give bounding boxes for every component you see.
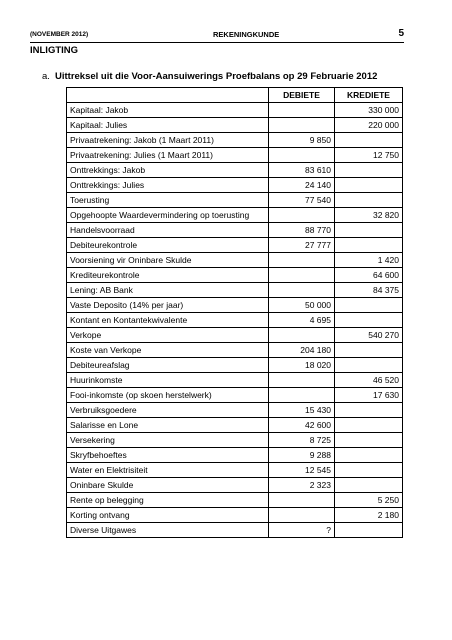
row-debit [269, 373, 335, 388]
row-description: Verbruiksgoedere [67, 403, 269, 418]
row-description: Voorsiening vir Oninbare Skulde [67, 253, 269, 268]
row-description: Onttrekkings: Julies [67, 178, 269, 193]
row-credit [335, 478, 403, 493]
row-debit: 18 020 [269, 358, 335, 373]
row-credit [335, 178, 403, 193]
row-debit [269, 493, 335, 508]
column-header-debit: DEBIETE [269, 88, 335, 103]
row-description: Skryfbehoeftes [67, 448, 269, 463]
row-description: Toerusting [67, 193, 269, 208]
row-description: Oninbare Skulde [67, 478, 269, 493]
row-credit [335, 358, 403, 373]
row-credit [335, 313, 403, 328]
row-description: Korting ontvang [67, 508, 269, 523]
row-debit [269, 283, 335, 298]
row-debit [269, 388, 335, 403]
row-description: Debiteurekontrole [67, 238, 269, 253]
row-description: Salarisse en Lone [67, 418, 269, 433]
subsection-title: Uittreksel uit die Voor-Aansuiwerings Proefbalans op 29 Februarie 2012 [55, 71, 378, 82]
row-credit: 330 000 [335, 103, 403, 118]
row-debit: 83 610 [269, 163, 335, 178]
row-credit [335, 433, 403, 448]
table-row [67, 268, 403, 283]
row-credit [335, 463, 403, 478]
row-debit: 12 545 [269, 463, 335, 478]
subsection-letter: a. [42, 71, 50, 82]
table-row [67, 523, 403, 538]
row-credit: 12 750 [335, 148, 403, 163]
row-debit: 77 540 [269, 193, 335, 208]
row-credit: 220 000 [335, 118, 403, 133]
table-row [67, 418, 403, 433]
row-description: Diverse Uitgawes [67, 523, 269, 538]
page-number: 5 [398, 28, 404, 39]
table-row [67, 178, 403, 193]
table-header-row [67, 88, 403, 103]
row-description: Privaatrekening: Jakob (1 Maart 2011) [67, 133, 269, 148]
row-credit [335, 448, 403, 463]
table-row [67, 373, 403, 388]
row-debit: 2 323 [269, 478, 335, 493]
table-row [67, 343, 403, 358]
row-credit [335, 298, 403, 313]
row-description: Kapitaal: Julies [67, 118, 269, 133]
table-row [67, 433, 403, 448]
row-description: Privaatrekening: Julies (1 Maart 2011) [67, 148, 269, 163]
row-credit: 2 180 [335, 508, 403, 523]
row-credit: 84 375 [335, 283, 403, 298]
subsection-heading [42, 71, 377, 82]
row-description: Koste van Verkope [67, 343, 269, 358]
row-debit: 204 180 [269, 343, 335, 358]
page-header [30, 28, 404, 43]
table-row [67, 388, 403, 403]
row-debit [269, 103, 335, 118]
row-description: Water en Elektrisiteit [67, 463, 269, 478]
table-row [67, 148, 403, 163]
row-description: Fooi-inkomste (op skoen herstelwerk) [67, 388, 269, 403]
row-debit [269, 208, 335, 223]
row-credit: 46 520 [335, 373, 403, 388]
row-credit: 64 600 [335, 268, 403, 283]
row-description: Onttrekkings: Jakob [67, 163, 269, 178]
row-debit: 24 140 [269, 178, 335, 193]
table-row [67, 493, 403, 508]
row-debit: 88 770 [269, 223, 335, 238]
row-debit [269, 253, 335, 268]
row-description: Kapitaal: Jakob [67, 103, 269, 118]
table-row [67, 463, 403, 478]
row-credit [335, 223, 403, 238]
row-description: Huurinkomste [67, 373, 269, 388]
row-debit: 8 725 [269, 433, 335, 448]
table-row [67, 448, 403, 463]
row-debit [269, 328, 335, 343]
row-credit: 17 630 [335, 388, 403, 403]
table-row [67, 283, 403, 298]
table-row [67, 163, 403, 178]
row-credit [335, 193, 403, 208]
row-debit [269, 148, 335, 163]
row-description: Lening: AB Bank [67, 283, 269, 298]
table-row [67, 208, 403, 223]
row-credit [335, 403, 403, 418]
table-row [67, 193, 403, 208]
section-title: INLIGTING [30, 45, 79, 56]
table-row [67, 313, 403, 328]
column-header-description [67, 88, 269, 103]
row-debit [269, 118, 335, 133]
row-credit [335, 133, 403, 148]
row-debit [269, 508, 335, 523]
row-description: Debiteureafslag [67, 358, 269, 373]
row-debit: 42 600 [269, 418, 335, 433]
row-description: Verkope [67, 328, 269, 343]
table-row [67, 223, 403, 238]
table-row [67, 508, 403, 523]
row-debit: ? [269, 523, 335, 538]
row-debit: 27 777 [269, 238, 335, 253]
row-credit [335, 163, 403, 178]
row-description: Vaste Deposito (14% per jaar) [67, 298, 269, 313]
row-description: Krediteurekontrole [67, 268, 269, 283]
table-row [67, 358, 403, 373]
row-debit: 4 695 [269, 313, 335, 328]
header-date: (NOVEMBER 2012) [30, 31, 89, 38]
trial-balance-table [66, 87, 403, 538]
row-description: Opgehoopte Waardevermindering op toerusting [67, 208, 269, 223]
row-credit: 540 270 [335, 328, 403, 343]
row-debit: 50 000 [269, 298, 335, 313]
row-credit [335, 238, 403, 253]
row-credit: 1 420 [335, 253, 403, 268]
row-credit [335, 418, 403, 433]
table-row [67, 478, 403, 493]
row-credit: 5 250 [335, 493, 403, 508]
table-row [67, 103, 403, 118]
row-description: Versekering [67, 433, 269, 448]
row-description: Kontant en Kontantekwivalente [67, 313, 269, 328]
row-debit: 9 850 [269, 133, 335, 148]
row-debit: 15 430 [269, 403, 335, 418]
table-row [67, 403, 403, 418]
table-row [67, 133, 403, 148]
table-row [67, 328, 403, 343]
table-body [67, 103, 403, 538]
row-description: Handelsvoorraad [67, 223, 269, 238]
column-header-credit: KREDIETE [335, 88, 403, 103]
row-credit: 32 820 [335, 208, 403, 223]
table-row [67, 118, 403, 133]
table-row [67, 238, 403, 253]
row-description: Rente op belegging [67, 493, 269, 508]
row-credit [335, 523, 403, 538]
row-debit [269, 268, 335, 283]
row-credit [335, 343, 403, 358]
row-debit: 9 288 [269, 448, 335, 463]
header-subject: REKENINGKUNDE [213, 30, 280, 39]
table-row [67, 298, 403, 313]
table-row [67, 253, 403, 268]
